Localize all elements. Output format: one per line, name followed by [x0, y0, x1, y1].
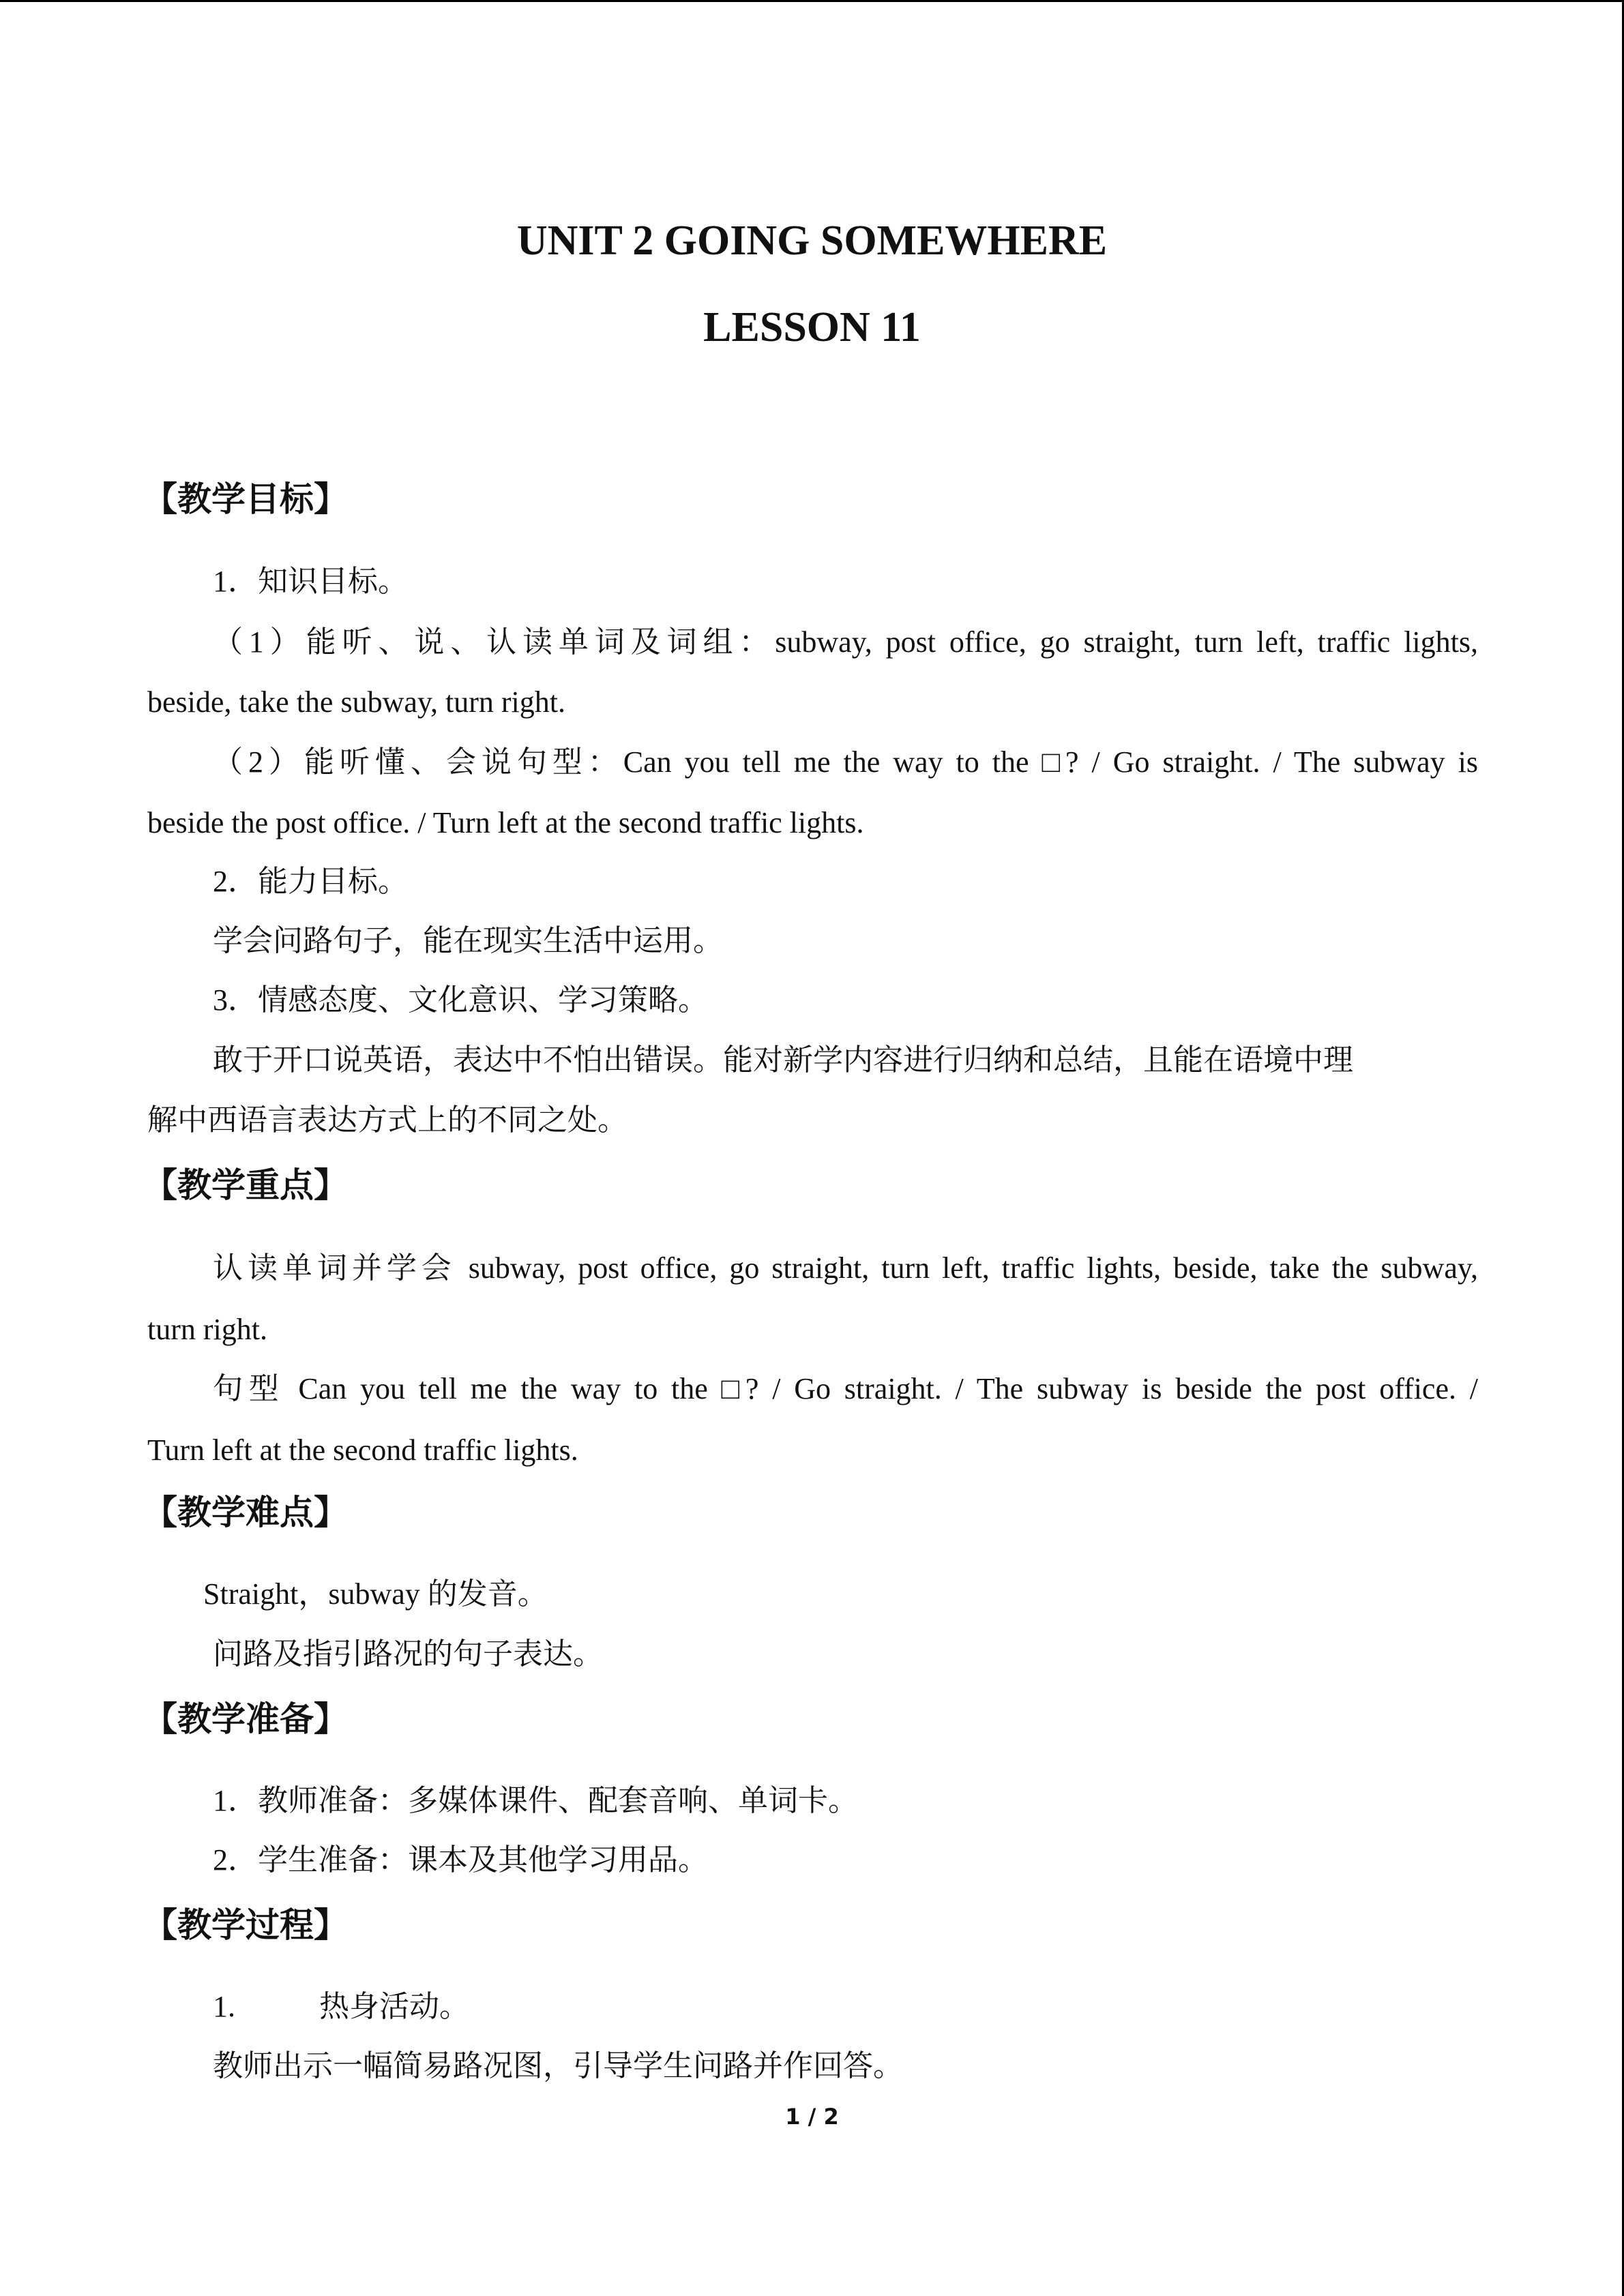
key-points-vocab-line-2: turn right.: [147, 1313, 267, 1346]
objectives-attitude-goal: 3．情感态度、文化意识、学习策略。: [213, 983, 708, 1017]
preparation-teacher: 1．教师准备：多媒体课件、配套音响、单词卡。: [213, 1784, 858, 1817]
objectives-attitude-text-1: 敢于开口说英语，表达中不怕出错误。能对新学内容进行归纳和总结，且能在语境中理: [213, 1043, 1353, 1077]
document-title: UNIT 2 GOING SOMEWHERE: [516, 218, 1108, 264]
objectives-sentence-line-2: beside the post office. / Turn left at the second traffic lights.: [147, 806, 864, 839]
page-number: 1 / 2: [785, 2104, 839, 2130]
preparation-student: 2．学生准备：课本及其他学习用品。: [213, 1843, 708, 1877]
key-points-sentence-line-2: Turn left at the second traffic lights.: [147, 1433, 578, 1467]
objectives-vocab-line-1: （1）能听、说、认读单词及词组：subway, post office, go straight, turn left, traffic lights,: [213, 625, 1478, 659]
objectives-ability-text: 学会问路句子，能在现实生活中运用。: [213, 924, 723, 957]
objectives-vocab-line-2: beside, take the subway, turn right.: [147, 685, 565, 719]
key-points-vocab-line-1: 认读单词并学会 subway, post office, go straight, turn left, traffic lights, beside, take the subway,: [213, 1251, 1478, 1285]
page-top-border: [0, 0, 1624, 2]
key-points-heading: 【教学重点】: [143, 1165, 348, 1205]
key-points-sentence-line-1: 句型 Can you tell me the way to the □? / Go straight. / The subway is beside the post office. /: [213, 1372, 1478, 1405]
objectives-knowledge-goal: 1．知识目标。: [213, 565, 408, 598]
preparation-heading: 【教学准备】: [143, 1699, 348, 1739]
objectives-sentence-line-1: （2）能听懂、会说句型：Can you tell me the way to the □? / Go straight. / The subway is: [213, 745, 1478, 779]
objectives-attitude-text-2: 解中西语言表达方式上的不同之处。: [147, 1103, 628, 1137]
objectives-ability-goal: 2．能力目标。: [213, 865, 408, 898]
process-heading: 【教学过程】: [143, 1905, 348, 1945]
difficulties-heading: 【教学难点】: [143, 1493, 348, 1532]
process-step-title: 热身活动。: [319, 1990, 469, 2023]
objectives-heading: 【教学目标】: [143, 479, 348, 519]
difficulties-directions: 问路及指引路况的句子表达。: [213, 1637, 603, 1671]
difficulties-pronunciation: Straight，subway 的发音。: [203, 1577, 548, 1611]
process-step-text: 教师出示一幅简易路况图，引导学生问路并作回答。: [213, 2049, 903, 2083]
process-step-number: 1.: [213, 1990, 235, 2023]
lesson-title: LESSON 11: [703, 304, 921, 351]
